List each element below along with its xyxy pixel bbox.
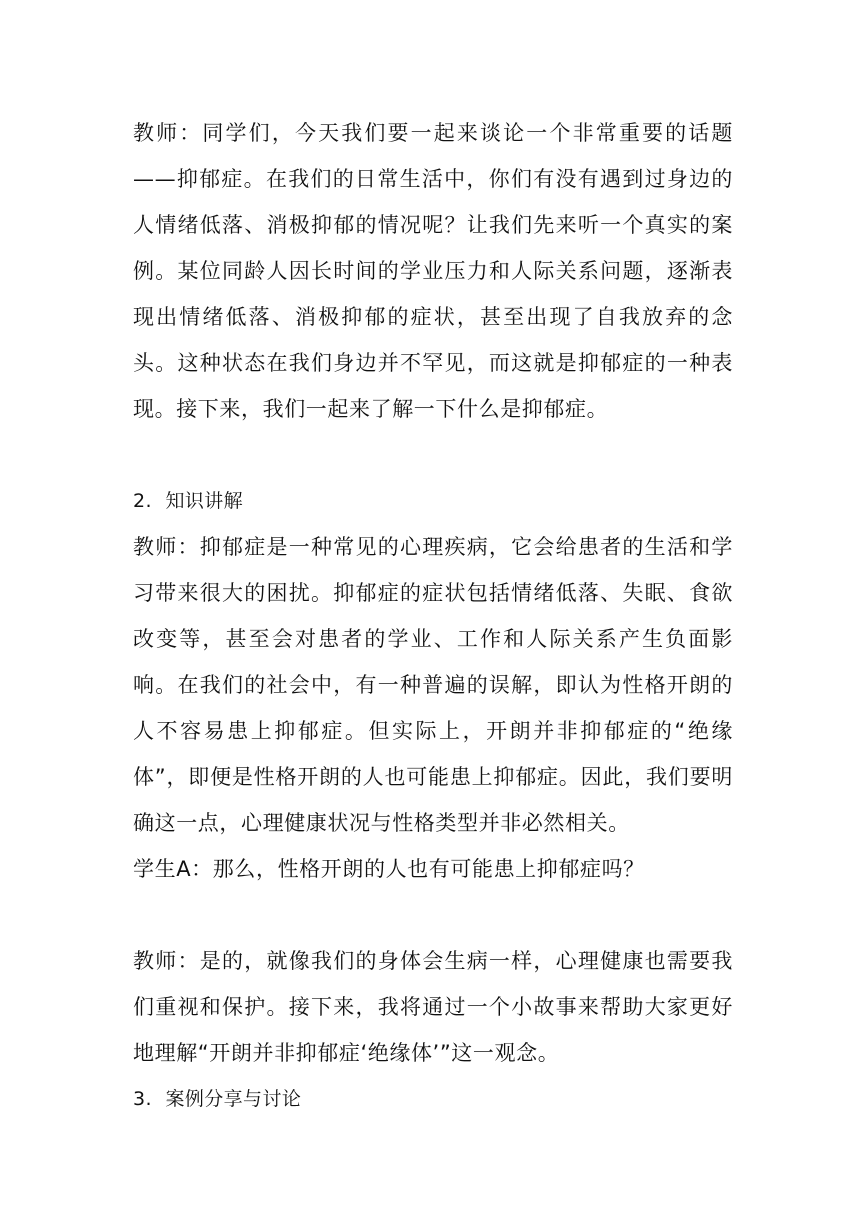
section-number: 2.	[133, 490, 152, 512]
teacher-answer: 教师：是的，就像我们的身体会生病一样，心理健康也需要我们重视和保护。接下来，我将通过一个小故事来帮助大家更好地理解“开朗并非抑郁症‘绝缘体’”这一观念。	[133, 949, 733, 1065]
document-body	[133, 110, 733, 1122]
section-title: 知识讲解	[165, 490, 244, 512]
section-title: 案例分享与讨论	[165, 1088, 302, 1110]
section-number: 3.	[133, 1088, 152, 1110]
student-question: 学生A：那么，性格开朗的人也有可能患上抑郁症吗？	[133, 857, 645, 881]
section-heading-2	[133, 478, 733, 524]
blank-line	[133, 892, 733, 938]
section-heading-3	[133, 1076, 733, 1122]
blank-line	[133, 432, 733, 478]
intro-paragraph: 教师：同学们，今天我们要一起来谈论一个非常重要的话题——抑郁症。在我们的日常生活中，你们有没有遇到过身边的人情绪低落、消极抑郁的情况呢？让我们先来听一个真实的案例。某位同龄人因长时间的学业压力和人际关系问题，逐渐表现出情绪低落、消极抑郁的症状，甚至出现了自我放弃的念头。这种状态在我们身边并不罕见，而这就是抑郁症的一种表现。接下来，我们一起来了解一下什么是抑郁症。	[133, 121, 733, 421]
knowledge-paragraph: 教师：抑郁症是一种常见的心理疾病，它会给患者的生活和学习带来很大的困扰。抑郁症的症状包括情绪低落、失眠、食欲改变等，甚至会对患者的学业、工作和人际关系产生负面影响。在我们的社会中，有一种普遍的误解，即认为性格开朗的人不容易患上抑郁症。但实际上，开朗并非抑郁症的“绝缘体”，即便是性格开朗的人也可能患上抑郁症。因此，我们要明确这一点，心理健康状况与性格类型并非必然相关。	[133, 535, 733, 835]
